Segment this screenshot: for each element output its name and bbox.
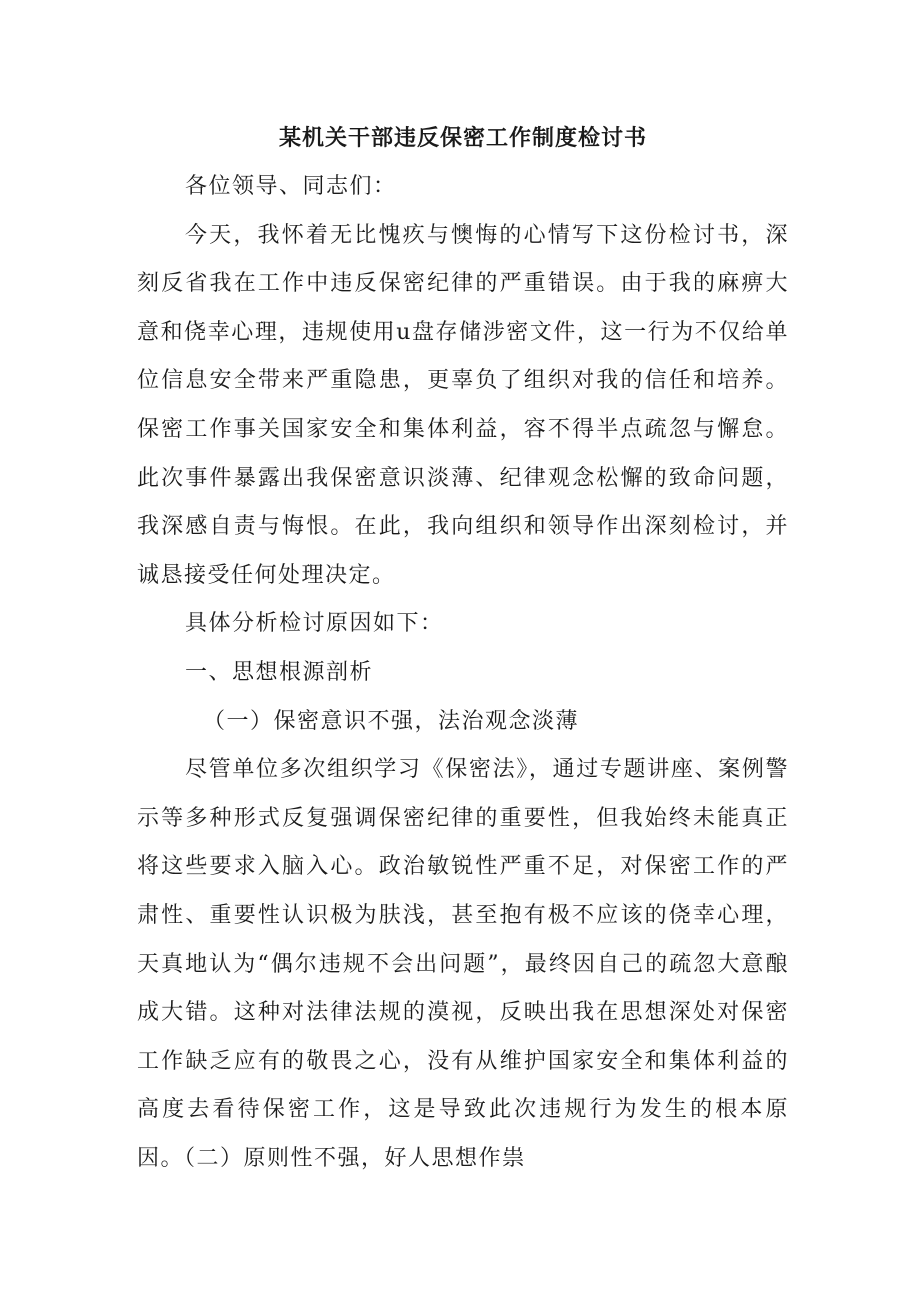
document-page (137, 118, 789, 1183)
document-title: 某机关干部违反保密工作制度检讨书 (278, 125, 647, 151)
section-heading-1: 一、思想根源剖析 (185, 659, 374, 685)
salutation: 各位领导、同志们： (185, 174, 397, 199)
intro-paragraph: 今天，我怀着无比愧疚与懊悔的心情写下这份检讨书，深刻反省我在工作中违反保密纪律的严重错误。由于我的麻痹大意和侥幸心理，违规使用u盘存储涉密文件，这一行为不仅给单位信息安全带来严重隐患，更辜负了组织对我的信任和培养。保密工作事关国家安全和集体利益，容不得半点疏忽与懈怠。此次事件暴露出我保密意识淡薄、纪律观念松懈的致命问题，我深感自责与悔恨。在此，我向组织和领导作出深刻检讨，并诚恳接受任何处理决定。 (137, 222, 789, 588)
analysis-lead: 具体分析检讨原因如下： (185, 611, 444, 637)
subsection-heading-1: （一）保密意识不强，法治观念淡薄 (203, 708, 580, 734)
subsection-1-body: 尽管单位多次组织学习《保密法》，通过专题讲座、案例警示等多种形式反复强调保密纪律的重要性，但我始终未能真正将这些要求入脑入心。政治敏锐性严重不足，对保密工作的严肃性、重要性认识极为肤浅，甚至抱有极不应该的侥幸心理，天真地认为“偶尔违规不会出问题”，最终因自己的疏忽大意酿成大错。这种对法律法规的漠视，反映出我在思想深处对保密工作缺乏应有的敬畏之心，没有从维护国家安全和集体利益的高度去看待保密工作，这是导致此次违规行为发生的根本原因。（二）原则性不强，好人思想作祟 (137, 757, 789, 1171)
